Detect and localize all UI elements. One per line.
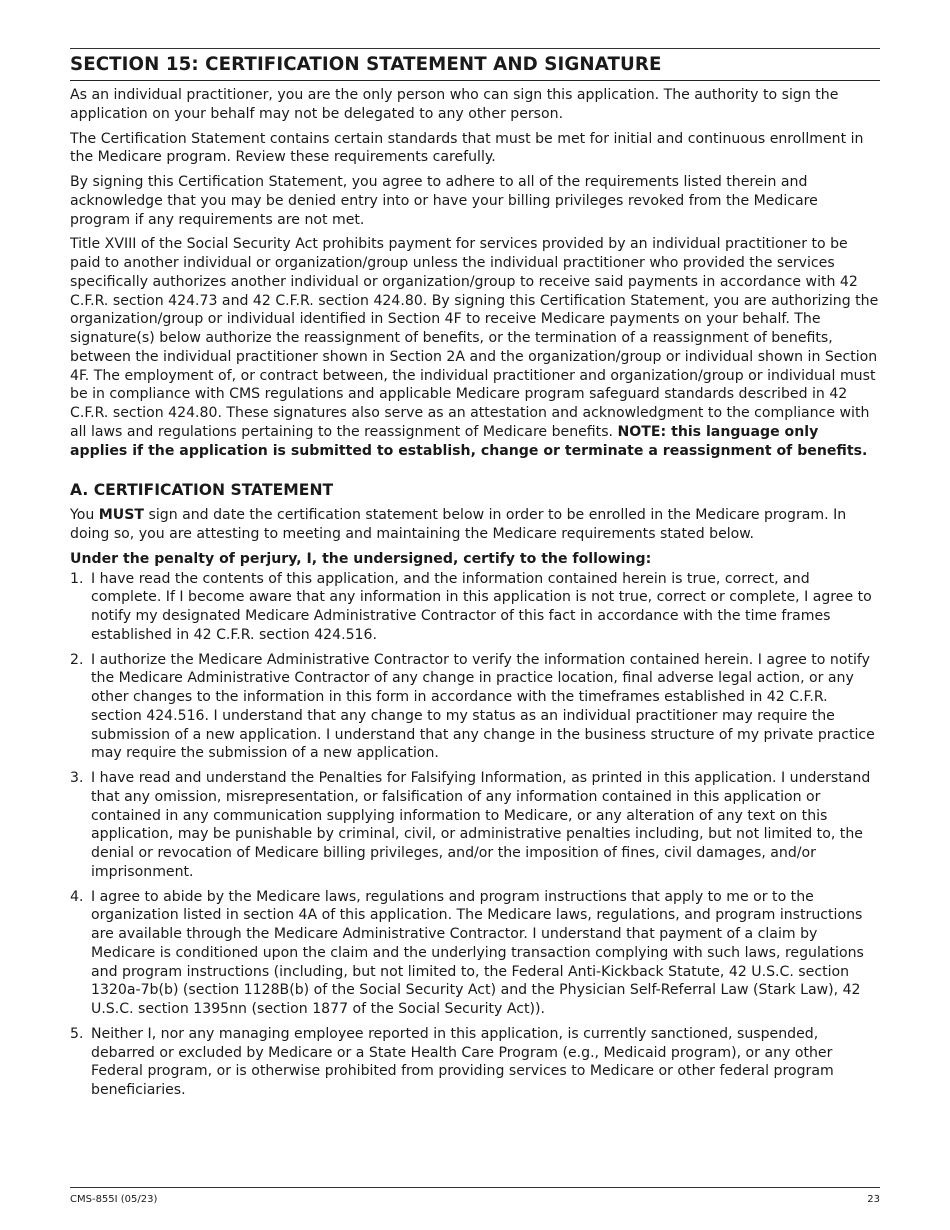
intro-paragraph: The Certification Statement contains certain standards that must be met for initial and continuous enrollment in the Medicare program. Review these requirements carefully. [70, 130, 864, 166]
item-number: 1. [70, 570, 84, 587]
item-number: 4. [70, 888, 84, 905]
intro-paragraph: As an individual practitioner, you are the only person who can sign this application. The authority to sign the application on your behalf may not be delegated to any other person. [70, 87, 839, 122]
must-emphasis: MUST [98, 507, 145, 524]
intro-before: You [70, 507, 99, 524]
certification-item [70, 888, 880, 1019]
section-title: SECTION 15: CERTIFICATION STATEMENT AND SIGNATURE [70, 49, 880, 81]
item-text: I agree to abide by the Medicare laws, regulations and program instructions that apply to me or to the organization listed in section 4A of this application. The Medicare laws, regulations, and program instructions are available through the Medicare Administrative Contractor. I understand that payment of a claim by Medicare is conditioned upon the claim and the underlying transaction complying with such laws, regulations and program instructions (including, but not limited to, the Federal Anti-Kickback Statute, 42 U.S.C. section 1320a-7b(b) (section 1128B(b) of the Social Security Act) and the Physician Self-Referral Law (Stark Law), 42 U.S.C. section 1395nn (section 1877 of the Social Security Act)). [91, 888, 864, 1017]
certification-item [70, 651, 880, 764]
item-text: Neither I, nor any managing employee reported in this application, is currently sanctioned, suspended, debarred or excluded by Medicare or a State Health Care Program (e.g., Medicaid program), or any other Federal program, or is otherwise prohibited from providing services to Medicare or other federal program beneficiaries. [91, 1025, 834, 1098]
intro-paragraph: By signing this Certification Statement, you agree to adhere to all of the requirements listed therein and acknowledge that you may be denied entry into or have your billing privileges revoked from the Medicare program if any requirements are not met. [70, 174, 818, 228]
page-number: 23 [867, 1194, 880, 1205]
item-number: 3. [70, 770, 84, 786]
penalty-statement: Under the penalty of perjury, I, the undersigned, certify to the following: [70, 550, 652, 567]
reassignment-note: NOTE: this language only applies if the application is submitted to establish, change or terminate a reassignment of benefits. [70, 423, 868, 459]
intro-after: sign and date the certification statement below in order to be enrolled in the Medicare program. In doing so, you are attesting to meeting and maintaining the Medicare requirements stated below. [70, 507, 847, 542]
certification-intro [70, 506, 880, 544]
page-content [70, 48, 880, 1100]
item-number: 5. [70, 1025, 84, 1042]
reassignment-text: Title XVIII of the Social Security Act prohibits payment for services provided by an individual practitioner to be paid to another individual or organization/group unless the individual practitioner who provided the services specifically authorizes another individual or organization/group to receive said payments in accordance with 42 C.F.R. section 424.73 and 42 C.F.R. section 424.80. By signing this Certification Statement, you are authorizing the organization/group or individual identified in Section 4F to receive Medicare payments on your behalf. The signature(s) below authorize the reassignment of benefits, or the termination of a reassignment of benefits, between the individual practitioner shown in Section 2A and the organization/group or individual shown in Section 4F. The employment of, or contract between, the individual practitioner and organization/group or individual must be in compliance with CMS regulations and applicable Medicare program safeguard standards described in 42 C.F.R. section 424.80. These signatures also serve as an attestation and acknowledgment to the compliance with all laws and regulations pertaining to the reassignment of Medicare benefits. [70, 236, 879, 440]
certification-item [70, 1025, 880, 1100]
certification-item [70, 769, 880, 882]
certification-item [70, 570, 880, 645]
item-text: I have read the contents of this application, and the information contained herein is true, correct, and complete. If I become aware that any information in this application is not true, correct or complete, I agree to notify my designated Medicare Administrative Contractor of this fact in accordance with the time frames established in 42 C.F.R. section 424.516. [91, 570, 872, 643]
reassignment-paragraph [70, 235, 880, 460]
certification-list [70, 570, 880, 1100]
item-text: I have read and understand the Penalties for Falsifying Information, as printed in this application. I understand that any omission, misrepresentation, or falsification of any information contained in this application or contained in any communication supplying information to Medicare, or any alteration of any text on this application, may be punishable by criminal, civil, or administrative penalties including, but not limited to, the denial or revocation of Medicare billing privileges, and/or the imposition of fines, civil damages, and/or imprisonment. [91, 770, 871, 880]
item-number: 2. [70, 651, 84, 668]
form-id: CMS-855I (05/23) [70, 1194, 158, 1205]
section-intro [70, 86, 880, 460]
page-footer [70, 1187, 880, 1206]
item-text: I authorize the Medicare Administrative Contractor to verify the information contained herein. I agree to notify the Medicare Administrative Contractor of any change in practice location, final adverse legal action, or any other changes to the information in this form in accordance with the timeframes established in 42 C.F.R. section 424.516. I understand that any change to my status as an individual practitioner may require the submission of a new application. I understand that any change in the business structure of my private practice may require the submission of a new application. [91, 651, 875, 762]
certification-heading: A. CERTIFICATION STATEMENT [70, 481, 334, 500]
